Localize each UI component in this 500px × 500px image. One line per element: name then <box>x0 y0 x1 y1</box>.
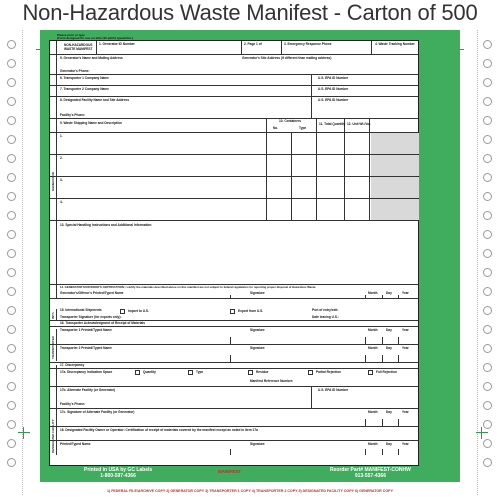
feed-hole-icon <box>483 287 492 296</box>
feed-hole-icon <box>7 230 16 239</box>
export-checkbox[interactable] <box>230 309 235 314</box>
header-row <box>50 41 418 55</box>
copy-distribution-line: 1) FEDERAL FILE/ARCHIVE COPY 2) GENERATOR COPY 3) TRANSPORTER 1 COPY 4) TRANSPORTER 2 COPY 5) DESIGNATED FACILITY COPY 6) GENERATOR COPY <box>107 489 393 493</box>
feed-hole-icon <box>483 173 492 182</box>
type-checkbox[interactable] <box>188 370 193 375</box>
alternate-signature-row[interactable]: 17c. Signature of Alternate Facility (or Generator) Month Day Year <box>50 409 418 427</box>
designated-facility-row[interactable]: 8. Designated Facility Name and Site Address U.S. EPA ID Number Facility's Phone: <box>50 97 418 119</box>
feed-hole-icon <box>483 363 492 372</box>
feed-hole-icon <box>7 211 16 220</box>
registration-mark-icon <box>18 427 30 439</box>
generator-name-row[interactable]: 5. Generator's Name and Mailing Address Generator's Site Address (if different than mailing address) Generator's Phone: <box>50 55 418 75</box>
feed-hole-icon <box>7 116 16 125</box>
feed-hole-icon <box>7 78 16 87</box>
tracking-number-label: 4. Waste Tracking Number <box>375 42 415 46</box>
printer-credit: Printed in USA by GC Labels 1-800-597-4366 <box>84 467 153 479</box>
left-perforation <box>22 30 23 495</box>
partial-rejection-checkbox[interactable] <box>308 370 313 375</box>
transporter2-signature-row[interactable]: Transporter 2 Printed/Typed Name Signature Month Day Year <box>50 345 418 363</box>
waste-item-row[interactable]: 3. <box>50 177 418 199</box>
manifest-form <box>49 40 419 466</box>
feed-hole-icon <box>7 439 16 448</box>
feed-hole-icon <box>483 97 492 106</box>
residue-checkbox[interactable] <box>248 370 253 375</box>
feed-hole-icon <box>7 306 16 315</box>
discrepancy-indication-row[interactable]: 17a. Discrepancy Indication Space Quantity Type Residue Partial Rejection Full Rejection Manifest Reference Number: <box>50 369 418 387</box>
side-label-transporter: TRANSPORTER <box>51 336 55 359</box>
special-handling-row[interactable]: 13. Special Handling Instructions and Additional Information <box>50 221 418 285</box>
feed-hole-icon <box>483 249 492 258</box>
transporter1-signature-row[interactable]: Transporter 1 Printed/Typed Name Signature Month Day Year <box>50 327 418 345</box>
right-feed-holes <box>483 40 493 480</box>
feed-hole-icon <box>7 97 16 106</box>
typewriter-note: (Form designed for use on elite (12-pitch) typewriter.) <box>57 36 133 41</box>
print-note: Please print or type <box>57 33 85 37</box>
feed-hole-icon <box>483 135 492 144</box>
feed-hole-icon <box>7 363 16 372</box>
manifest-footer-label: MANIFEST <box>218 469 241 474</box>
feed-hole-icon <box>483 40 492 49</box>
feed-hole-icon <box>483 78 492 87</box>
feed-hole-icon <box>483 439 492 448</box>
waste-table-header: 9. Waste Shipping Name and Description 10. Containers No. Type 11. Total Quantity 12. Unit Wt./Vol. <box>50 119 418 133</box>
feed-hole-icon <box>7 249 16 258</box>
transporter-ack-row: 16. Transporter Acknowledgment of Receipt of Materials <box>50 321 418 327</box>
waste-item-row[interactable]: 1. <box>50 133 418 155</box>
feed-hole-icon <box>483 192 492 201</box>
full-rejection-checkbox[interactable] <box>368 370 373 375</box>
manifest-title-line1: NON-HAZARDOUS <box>64 43 93 47</box>
waste-item-row[interactable]: 2. <box>50 155 418 177</box>
feed-hole-icon <box>7 382 16 391</box>
alternate-facility-row[interactable]: 17b. Alternate Facility (or Generator) U.S. EPA ID Number Facility's Phone: <box>50 387 418 409</box>
reorder-info: Reorder Part# MANIFEST-CONHW 913-557-4366 <box>330 467 411 479</box>
feed-hole-icon <box>7 135 16 144</box>
feed-hole-icon <box>483 230 492 239</box>
page-field[interactable]: 2. Page 1 of <box>242 41 282 54</box>
feed-hole-icon <box>7 154 16 163</box>
import-checkbox[interactable] <box>120 309 125 314</box>
quantity-checkbox[interactable] <box>135 370 140 375</box>
final-signature-row[interactable]: Printed/Typed Name Signature Month Day Year <box>50 441 418 455</box>
discrepancy-header: 17. Discrepancy <box>50 363 418 369</box>
feed-hole-icon <box>483 306 492 315</box>
registration-mark-icon <box>476 427 488 439</box>
feed-hole-icon <box>483 154 492 163</box>
side-label-generator: GENERATOR <box>51 172 55 191</box>
feed-hole-icon <box>483 401 492 410</box>
feed-hole-icon <box>483 344 492 353</box>
feed-hole-icon <box>7 59 16 68</box>
feed-hole-icon <box>7 192 16 201</box>
page-title: Non-Hazardous Waste Manifest - Carton of 500 <box>22 0 478 25</box>
feed-hole-icon <box>483 116 492 125</box>
feed-hole-icon <box>7 344 16 353</box>
feed-hole-icon <box>483 59 492 68</box>
manifest-title-line2: WASTE MANIFEST <box>64 47 93 51</box>
feed-hole-icon <box>7 287 16 296</box>
feed-hole-icon <box>7 325 16 334</box>
side-label-facility: DESIGNATED FACILITY <box>51 419 55 453</box>
feed-hole-icon <box>7 420 16 429</box>
side-label-intl: INT'L <box>51 311 55 319</box>
final-certification-row[interactable]: 18. Designated Facility Owner or Operator: Certification of receipt of materials covered by the manifest except as noted in Item 17a <box>50 427 418 441</box>
transporter1-row[interactable]: 6. Transporter 1 Company Name U.S. EPA ID Number <box>50 75 418 86</box>
feed-hole-icon <box>7 173 16 182</box>
feed-hole-icon <box>7 40 16 49</box>
feed-hole-icon <box>483 382 492 391</box>
transporter2-row[interactable]: 7. Transporter 2 Company Name U.S. EPA ID Number <box>50 86 418 97</box>
emergency-phone-field[interactable]: 3. Emergency Response Phone <box>282 41 372 54</box>
feed-hole-icon <box>483 325 492 334</box>
feed-hole-icon <box>483 211 492 220</box>
international-shipments-row[interactable]: 15. International Shipments Import to U.S. Export from U.S. Port of entry/exit: Transporter Signature (for exports only): Date leaving U.S.: <box>50 307 418 321</box>
left-feed-holes <box>7 40 17 480</box>
generator-id-field[interactable]: 1. Generator ID Number <box>97 41 242 54</box>
feed-hole-icon <box>7 401 16 410</box>
waste-item-row[interactable]: 4. <box>50 199 418 221</box>
feed-hole-icon <box>7 268 16 277</box>
feed-hole-icon <box>7 458 16 467</box>
feed-hole-icon <box>483 458 492 467</box>
feed-hole-icon <box>483 268 492 277</box>
generator-certification-row[interactable]: 14. GENERATOR'S/OFFEROR'S CERTIFICATION: I certify the materials described above on this manifest are not subject to federal regulations for reporting proper disposal of Hazardous Waste. Generator's/Offeror's Printed/Typed Name Signature Month Day Year <box>50 285 418 299</box>
right-perforation <box>477 30 478 495</box>
